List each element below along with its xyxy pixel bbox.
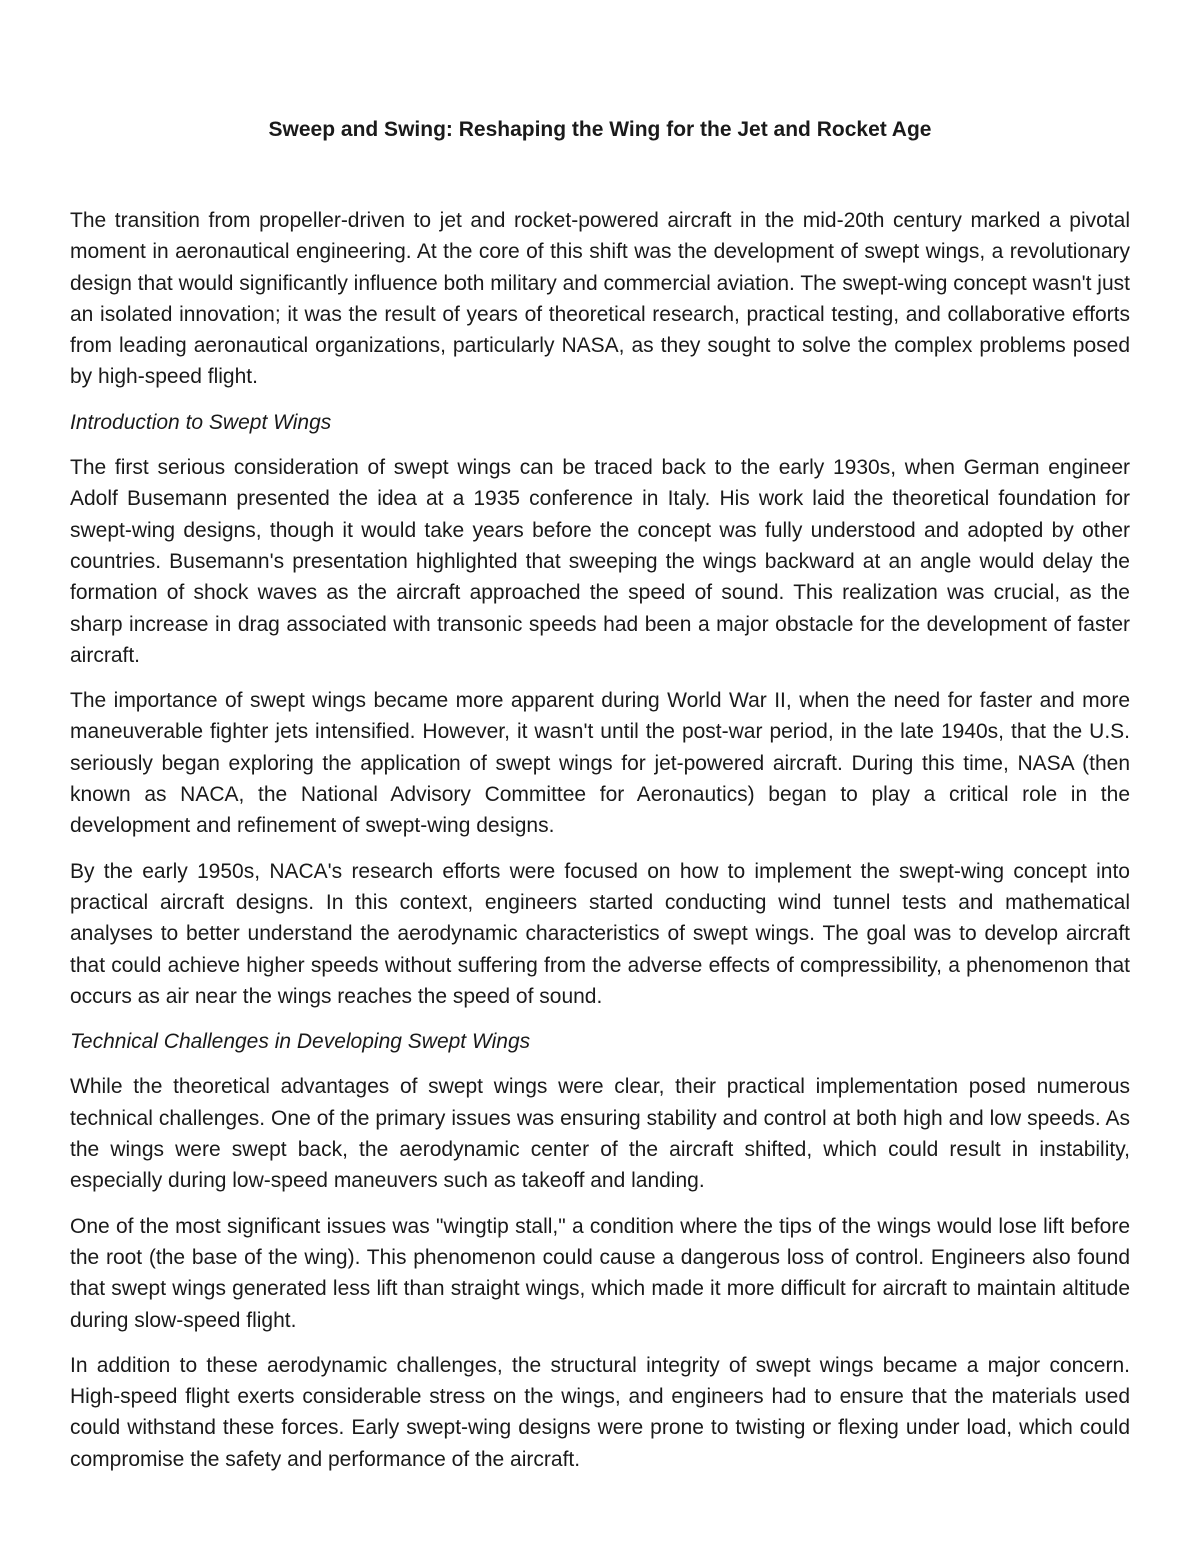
paragraph-world-war-ii: The importance of swept wings became more apparent during World War II, when the need for faster and more maneuverable fighter jets intensified. However, it wasn't until the post-war period, in the late 1940s, that the U.S. seriously began exploring the application of swept wings for jet-powered aircraft. During this time, NASA (then known as NACA, the National Advisory Committee for Aeronautics) began to play a critical role in the development and refinement of swept-wing designs. (70, 689, 1130, 838)
section-heading-introduction: Introduction to Swept Wings (70, 410, 332, 434)
document-body (70, 205, 1130, 1489)
paragraph-busemann: The first serious consideration of swept wings can be traced back to the early 1930s, when German engineer Adolf Busemann presented the idea at a 1935 conference in Italy. His work laid the theoretical foundation for swept-wing designs, though it would take years before the concept was fully understood and adopted by other countries. Busemann's presentation highlighted that sweeping the wings backward at an angle would delay the formation of shock waves as the aircraft approached the speed of sound. This realization was crucial, as the sharp increase in drag associated with transonic speeds had been a major obstacle for the development of faster aircraft. (70, 456, 1130, 667)
paragraph-structural-integrity: In addition to these aerodynamic challenges, the structural integrity of swept wings became a major concern. High-speed flight exerts considerable stress on the wings, and engineers had to ensure that the materials used could withstand these forces. Early swept-wing designs were prone to twisting or flexing under load, which could compromise the safety and performance of the aircraft. (70, 1353, 1130, 1471)
paragraph-stability: While the theoretical advantages of swept wings were clear, their practical implementation posed numerous technical challenges. One of the primary issues was ensuring stability and control at both high and low speeds. As the wings were swept back, the aerodynamic center of the aircraft shifted, which could result in instability, especially during low-speed maneuvers such as takeoff and landing. (70, 1075, 1130, 1193)
paragraph-naca-research: By the early 1950s, NACA's research efforts were focused on how to implement the swept-wing concept into practical aircraft designs. In this context, engineers started conducting wind tunnel tests and mathematical analyses to better understand the aerodynamic characteristics of swept wings. The goal was to develop aircraft that could achieve higher speeds without suffering from the adverse effects of compressibility, a phenomenon that occurs as air near the wings reaches the speed of sound. (70, 859, 1130, 1008)
document-title: Sweep and Swing: Reshaping the Wing for the Jet and Rocket Age (268, 118, 932, 141)
paragraph-wingtip-stall: One of the most significant issues was "wingtip stall," a condition where the tips of the wings would lose lift before the root (the base of the wing). This phenomenon could cause a dangerous loss of control. Engineers also found that swept wings generated less lift than straight wings, which made it more difficult for aircraft to maintain altitude during slow-speed flight. (70, 1214, 1130, 1332)
paragraph-intro: The transition from propeller-driven to jet and rocket-powered aircraft in the mid-20th century marked a pivotal moment in aeronautical engineering. At the core of this shift was the development of swept wings, a revolutionary design that would significantly influence both military and commercial aviation. The swept-wing concept wasn't just an isolated innovation; it was the result of years of theoretical research, practical testing, and collaborative efforts from leading aeronautical organizations, particularly NASA, as they sought to solve the complex problems posed by high-speed flight. (70, 209, 1130, 389)
section-heading-technical-challenges: Technical Challenges in Developing Swept Wings (70, 1030, 531, 1054)
